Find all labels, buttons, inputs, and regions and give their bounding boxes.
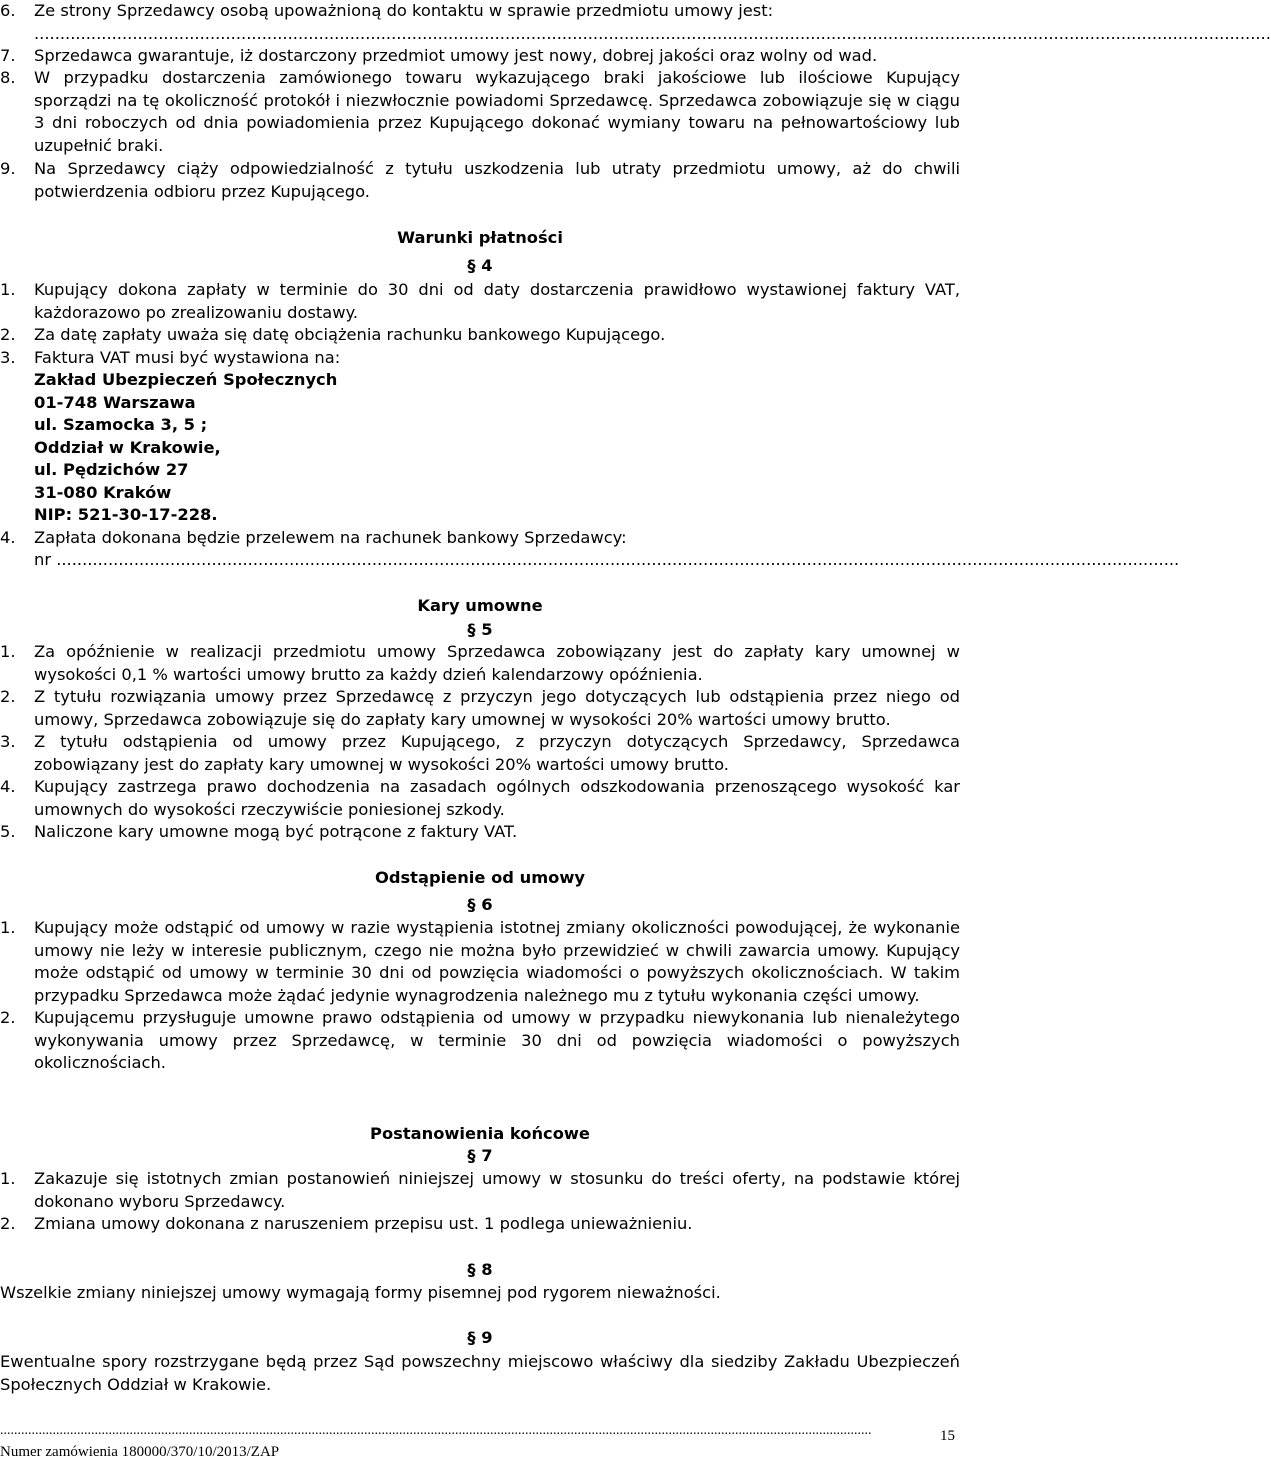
paragraph-9: § 9: [467, 1328, 493, 1347]
address-line: 01-748 Warszawa: [34, 392, 196, 412]
item-text: Naliczone kary umowne mogą być potrącone z faktury VAT.: [34, 822, 518, 841]
list-item: [0, 821, 960, 844]
item-number: 1.: [0, 918, 16, 937]
paragraph-5: § 5: [467, 620, 493, 639]
list-item: [0, 67, 960, 157]
list-item: [0, 641, 960, 686]
item-text: Faktura VAT musi być wystawiona na:: [34, 347, 341, 367]
list-item: [0, 686, 960, 731]
item-number: 7.: [0, 46, 16, 65]
final-list: [0, 1168, 960, 1236]
paragraph-4: § 4: [467, 256, 493, 275]
item-number: 6.: [0, 1, 16, 20]
item-number: 8.: [0, 68, 16, 87]
list-item: [0, 1007, 960, 1075]
defects-item: [0, 67, 960, 157]
item-text: Ze strony Sprzedawcy osobą upoważnioną do kontaktu w sprawie przedmiotu umowy jest:: [34, 1, 774, 20]
paragraph-9-text: Ewentualne spory rozstrzygane będą przez Sąd powszechny miejscowo właściwy dla siedziby Zakładu Ubezpieczeń Społecznych Oddział w Krakowie.: [0, 1352, 960, 1394]
list-item: [0, 45, 960, 68]
paragraph-6: § 6: [467, 895, 493, 914]
item-number: 3.: [0, 347, 16, 367]
item-text: Z tytułu odstąpienia od umowy przez Kupującego, z przyczyn dotyczących Sprzedawcy, Sprzedawca zobowiązany jest do zapłaty kary umownej w wysokości 20% wartości umowy brutto.: [34, 732, 960, 774]
item-number: 4.: [0, 777, 16, 796]
item-number: 4.: [0, 527, 16, 547]
final-provisions-heading: Postanowienia końcowe: [370, 1124, 590, 1143]
item-number: 5.: [0, 822, 16, 841]
address-line: ul. Szamocka 3, 5 ;: [34, 415, 208, 434]
withdrawal-list: [0, 917, 960, 1075]
list-item: [0, 1213, 960, 1236]
invoice-address: [34, 369, 960, 527]
item-text: Z tytułu rozwiązania umowy przez Sprzedawcę z przyczyn jego dotyczących lub odstąpienia przez niego od umowy, Sprzedawca zobowiązuje się do zapłaty kary umownej w wysokości 20% wartości umowy brutto.: [34, 687, 960, 729]
list-item: [0, 731, 960, 776]
list-item: [0, 776, 960, 821]
item-text: Sprzedawca gwarantuje, iż dostarczony przedmiot umowy jest nowy, dobrej jakości oraz wolny od wad.: [34, 46, 878, 65]
paragraph-8-text: Wszelkie zmiany niniejszej umowy wymagają formy pisemnej pod rygorem nieważności.: [0, 1283, 721, 1302]
list-item: [0, 347, 960, 527]
withdrawal-heading: Odstąpienie od umowy: [374, 868, 586, 887]
paragraph-7: § 7: [467, 1146, 493, 1165]
penalties-list: [0, 641, 960, 844]
payment-list: [0, 279, 1180, 572]
item-number: 1.: [0, 642, 16, 661]
item-text: Na Sprzedawcy ciąży odpowiedzialność z tytułu uszkodzenia lub utraty przedmiotu umowy, aż do chwili potwierdzenia odbioru przez Kupującego.: [34, 159, 960, 201]
address-line: Zakład Ubezpieczeń Społecznych: [34, 370, 338, 389]
address-line: ul. Pędzichów 27: [34, 460, 189, 479]
item-number: 1.: [0, 280, 16, 299]
address-line: 31-080 Kraków: [34, 482, 172, 502]
footer-order-number: Numer zamówienia 180000/370/10/2013/ZAP: [0, 1444, 280, 1460]
item-text: Zapłata dokonana będzie przelewem na rachunek bankowy Sprzedawcy:: [34, 527, 627, 547]
item-number: 2.: [0, 687, 16, 706]
item-text: Kupujący dokona zapłaty w terminie do 30 dni od daty dostarczenia prawidłowo wystawionej faktury VAT, każdorazowo po zrealizowaniu dostawy.: [34, 280, 960, 322]
liability-item: [0, 158, 960, 203]
address-line: NIP: 521-30-17-228.: [34, 505, 218, 524]
paragraph-8: § 8: [467, 1260, 493, 1279]
footer-dots: .........................................................................................................................................................................................................................................................: [0, 1423, 872, 1438]
list-item: [0, 279, 960, 324]
item-text: Za opóźnienie w realizacji przedmiotu umowy Sprzedawca zobowiązany jest do zapłaty kary umownej w wysokości 0,1 % wartości umowy brutto za każdy dzień kalendarzowy opóźnienia.: [34, 642, 960, 684]
list-item: [0, 158, 960, 203]
list-item: [0, 324, 960, 347]
item-number: 2.: [0, 1214, 16, 1233]
item-number: 1.: [0, 1169, 16, 1188]
item-number: 3.: [0, 732, 16, 751]
item-number: 9.: [0, 159, 16, 178]
page-number: 15: [940, 1428, 955, 1444]
sprzedawca-contact-item: [0, 0, 1271, 45]
item-text: W przypadku dostarczenia zamówionego towaru wykazującego braki jakościowe lub ilościowe Kupujący sporządzi na tę okoliczność protokół i niezwłocznie powiadomi Sprzedawcę. Sprzedawca zobowiązuje się w ciągu 3 dni roboczych od dnia powiadomienia przez Kupującego dokonać wymiany towaru na pełnowartościowy lub uzupełnić braki.: [34, 68, 960, 155]
item-text: Kupującemu przysługuje umowne prawo odstąpienia od umowy w przypadku niewykonania lub nienależytego wykonywania umowy przez Sprzedawcę, w terminie 30 dni od powzięcia wiadomości o powyższych okolicznościach.: [34, 1008, 960, 1072]
item-text: Za datę zapłaty uważa się datę obciążenia rachunku bankowego Kupującego.: [34, 325, 666, 344]
bank-account-field: nr .........................................................................................................................................................................................................................: [34, 550, 1180, 569]
payment-heading: Warunki płatności: [397, 228, 563, 247]
address-line: Oddział w Krakowie,: [34, 437, 221, 457]
item-number: 2.: [0, 325, 16, 344]
list-item: [0, 1168, 960, 1213]
contact-dots: ...............................................................................................................................................................................................................................................: [34, 23, 1271, 43]
item-number: 2.: [0, 1008, 16, 1027]
item-text: Zakazuje się istotnych zmian postanowień niniejszej umowy w stosunku do treści oferty, na podstawie której dokonano wyboru Sprzedawcy.: [34, 1169, 960, 1211]
list-item: [0, 527, 1180, 572]
list-item: [0, 917, 960, 1007]
item-text: Kupujący zastrzega prawo dochodzenia na zasadach ogólnych odszkodowania przenoszącego wysokość kar umownych do wysokości rzeczywiście poniesionej szkody.: [34, 777, 960, 819]
item-text: Zmiana umowy dokonana z naruszeniem przepisu ust. 1 podlega unieważnieniu.: [34, 1214, 693, 1233]
item-text: Kupujący może odstąpić od umowy w razie wystąpienia istotnej zmiany okoliczności powodującej, że wykonanie umowy nie leży w interesie publicznym, czego nie można było przewidzieć w chwili zawarcia umowy. Kupujący może odstąpić od umowy w terminie 30 dni od powzięcia wiadomości o powyższych okolicznościach. W takim przypadku Sprzedawca może żądać jedynie wynagrodzenia należnego mu z tytułu wykonania części umowy.: [34, 918, 960, 1005]
list-item: [0, 0, 1271, 45]
warranty-item: [0, 45, 960, 68]
penalties-heading: Kary umowne: [417, 596, 543, 615]
